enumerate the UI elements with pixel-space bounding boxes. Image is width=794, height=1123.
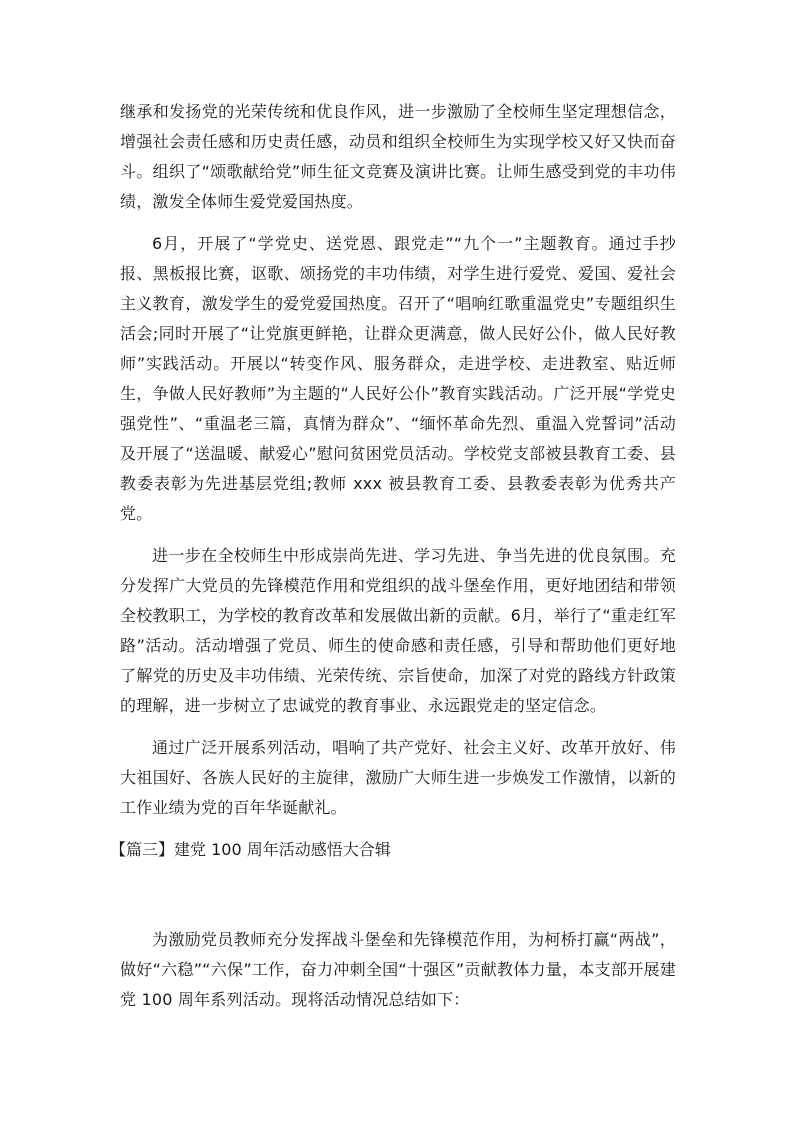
paragraph-pioneer-atmosphere: 进一步在全校师生中形成崇尚先进、学习先进、争当先进的优良氛围。充分发挥广大党员的先锋模范作用和党组织的战斗堡垒作用，更好地团结和带领全校教职工，为学校的教育改革和发展做出新的贡献。6月，举行了“重走红军路”活动。活动增强了党员、师生的使命感和责任感，引导和帮助他们更好地了解党的历史及丰功伟绩、光荣传统、宗旨使命，加深了对党的路线方针政策的理解，进一步树立了忠诚党的教育事业、永远跟党走的坚定信念。 <box>120 546 676 715</box>
paragraph-june-activities: 6月，开展了“学党史、送党恩、跟党走”“九个一”主题教育。通过手抄报、黑板报比赛，讴歌、颂扬党的丰功伟绩，对学生进行爱党、爱国、爱社会主义教育，激发学生的爱党爱国热度。召开了“唱响红歌重温党史”专题组织生活会;同时开展了“让党旗更鲜艳，让群众更满意，做人民好公仆，做人民好教师”实践活动。开展以“转变作风、服务群众，走进学校、走进教室、贴近师生，争做人民好教师”为主题的“人民好公仆”教育实践活动。广泛开展“学党史强党性”、“重温老三篇，真情为群众”、“缅怀革命先烈、重温入党誓词”活动及开展了“送温暖、献爱心”慰问贫困党员活动。学校党支部被县教育工委、县教委表彰为先进基层党组;教师 xxx 被县教育工委、县教委表彰为优秀共产党。 <box>120 234 676 523</box>
paragraph-conclusion: 通过广泛开展系列活动，唱响了共产党好、社会主义好、改革开放好、伟大祖国好、各族人民好的主旋律，激励广大师生进一步焕发工作激情，以新的工作业绩为党的百年华诞献礼。 <box>120 738 676 817</box>
section-heading: 【篇三】建党 100 周年活动感悟大合辑 <box>110 840 391 859</box>
paragraph-intro: 为激励党员教师充分发挥战斗堡垒和先锋模范作用，为柯桥打赢“两战”，做好“六稳”“六保”工作，奋力冲刺全国“十强区”贡献教体力量，本支部开展建党 100 周年系列活动。现将活动情况总结如下： <box>120 930 676 1009</box>
document-body <box>110 97 676 1015</box>
blank-space <box>120 865 676 925</box>
paragraph-continuation: 继承和发扬党的光荣传统和优良作风，进一步激励了全校师生坚定理想信念，增强社会责任感和历史责任感，动员和组织全校师生为实现学校又好又快而奋斗。组织了“颂歌献给党”师生征文竞赛及演讲比赛。让师生感受到党的丰功伟绩，激发全体师生爱党爱国热度。 <box>120 102 676 211</box>
